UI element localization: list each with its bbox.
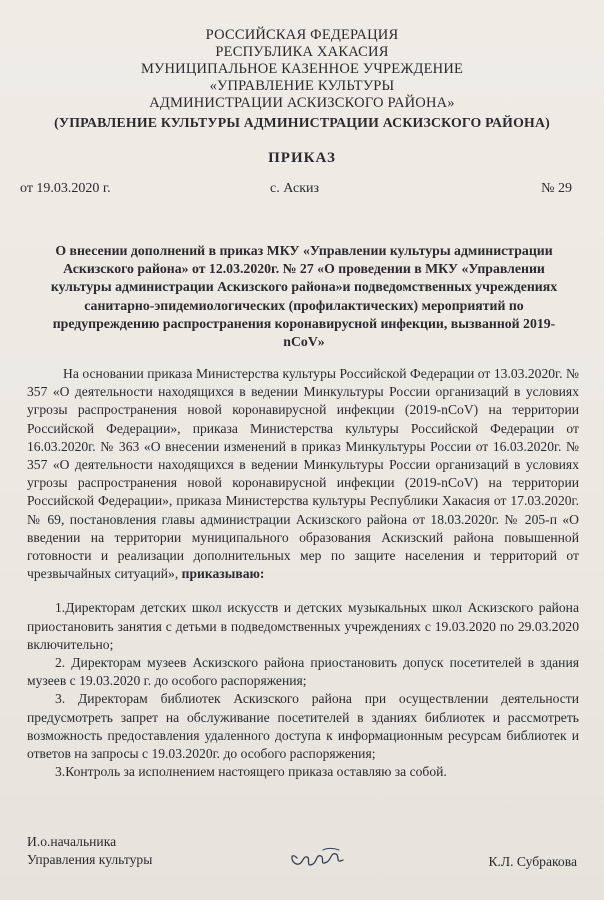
document-place: с. Аскиз [270, 181, 320, 196]
letterhead-line: РЕСПУБЛИКА ХАКАСИЯ [215, 44, 389, 60]
order-item: 3.Контроль за исполнением настоящего приказа оставляю за собой. [55, 764, 447, 780]
order-word: приказываю: [181, 566, 265, 582]
letterhead-line: «УПРАВЛЕНИЕ КУЛЬТУРЫ [209, 78, 395, 94]
letterhead-line: АДМИНИСТРАЦИИ АСКИЗСКОГО РАЙОНА» [149, 95, 455, 111]
signatory-role [27, 833, 152, 869]
letterhead-line: МУНИЦИПАЛЬНОЕ КАЗЕННОЕ УЧРЕЖДЕНИЕ [140, 61, 464, 77]
intro-text: На основании приказа Министерства культуры Российской Федерации от 13.03.2020г. № 357 «О деятельности находящихся в ведении Минкультуры России организаций в условиях угрозы распространения новой коронавирусной инфекции (2019-nCoV) на территории Российской Федерации», приказа Министерства культуры Российской Федерации от 16.03.2020г. № 363 «О внесении изменений в приказ Минкультуры России от 16.03.2020г. № 357 «О деятельности находящихся в ведении Минкультуры России организаций в условиях угрозы распространения новой коронавирусной инфекции (2019-nCoV) на территории Российской Федерации», приказа Министерства культуры Республики Хакасия от 17.03.2020г. № 69, постановления главы администрации Аскизского района от 18.03.2020г. № 205-п «О введении на территории муниципального образования Аскизский района повышенной готовности и реализации дополнительных мер по защите населения и территорий от чрезвычайных ситуаций», [27, 366, 579, 582]
document-subject: О внесении дополнений в приказ МКУ «Управлении культуры администрации Аскизского района» от 12.03.2020г. № 27 «О проведении в МКУ «Управлении культуры администрации Аскизского района»и подведомственных учреждениях санитарно-эпидемиологических (профилактических) мероприятий по предупреждению распространения коронавирусной инфекции, вызванной 2019-nCoV» [50, 243, 558, 350]
document-body [27, 365, 579, 781]
order-item: 3. Директорам библиотек Аскизского района при осуществлении деятельности предусмотреть запрет на обслуживание посетителей в зданиях библиотек и рассмотреть возможность предоставления удаленного доступа к информационным ресурсам библиотек и ответов на запросы с 19.03.2020г. до особого распоряжения; [27, 691, 579, 762]
document-title: ПРИКАЗ [268, 150, 336, 166]
letterhead-short-name: (УПРАВЛЕНИЕ КУЛЬТУРЫ АДМИНИСТРАЦИИ АСКИЗСКОГО РАЙОНА) [54, 115, 550, 130]
intro-paragraph [27, 365, 579, 583]
signatory-role-line: Управления культуры [27, 852, 153, 867]
letterhead-line: РОССИЙСКАЯ ФЕДЕРАЦИЯ [205, 27, 399, 43]
letterhead [0, 27, 604, 131]
document-number: № 29 [541, 181, 572, 196]
order-item: 2. Директорам музеев Аскизского района приостановить допуск посетителей в здания музеев с 19.03.2020 г. до особого распоряжения; [27, 655, 579, 689]
order-items [27, 599, 579, 781]
document-meta [0, 181, 604, 199]
signatory-role-line: И.о.начальника [27, 834, 117, 849]
order-item: 1.Директорам детских школ искусств и детских музыкальных школ Аскизского района приостановить занятия с детьми в подведомственных учреждениях с 19.03.2020 по 29.03.2020 включительно; [27, 600, 579, 652]
signatory-name: К.Л. Субракова [488, 854, 577, 869]
document-date: от 19.03.2020 г. [20, 181, 111, 196]
handwritten-signature [283, 836, 353, 876]
